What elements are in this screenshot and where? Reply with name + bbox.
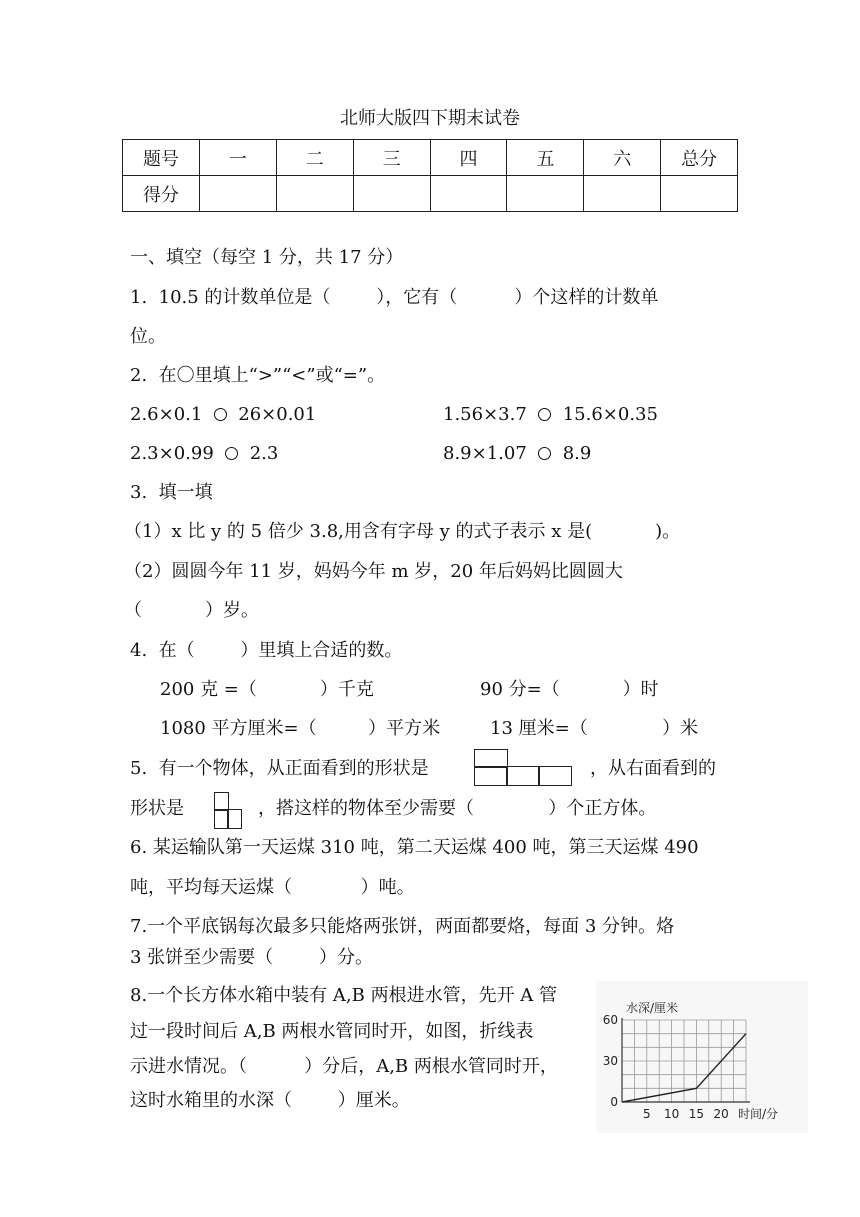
question-3-2: （2）圆圆今年 11 岁，妈妈今年 m 岁，20 年后妈妈比圆圆大 (124, 561, 623, 582)
front-view-icon (474, 749, 574, 787)
score-cell[interactable] (507, 176, 584, 212)
score-row (123, 176, 738, 212)
line-chart (596, 981, 808, 1133)
compare-left: 2.6×0.1 (130, 404, 203, 425)
y-tick-label: 60 (602, 1013, 618, 1027)
question-1-cont: 位。 (130, 326, 166, 347)
score-header-cell: 二 (276, 140, 353, 176)
exam-title: 北师大版四下期末试卷 (340, 108, 520, 129)
score-cell[interactable] (430, 176, 507, 212)
compare-left: 8.9×1.07 (443, 443, 527, 464)
question-5: 5. 有一个物体，从正面看到的形状是 (130, 758, 429, 779)
chart-ylabel: 水深/厘米 (626, 1001, 679, 1015)
question-1: 1. 10.5 的计数单位是（ ），它有（ ）个这样的计数单 (130, 287, 659, 308)
question-5-cont: 形状是 (130, 798, 184, 819)
question-5-tail: ，从右面看到的 (590, 758, 716, 779)
y-tick-label: 0 (610, 1095, 618, 1109)
x-tick-label: 20 (713, 1107, 729, 1121)
compare-right: 8.9 (562, 443, 592, 464)
circle-icon[interactable] (538, 447, 551, 460)
right-view-icon (214, 792, 244, 830)
score-cell[interactable] (661, 176, 738, 212)
score-header-cell: 六 (584, 140, 661, 176)
x-tick-label: 15 (688, 1107, 705, 1121)
score-table (122, 139, 738, 212)
question-4-d: 13 厘米=（ ）米 (490, 718, 699, 739)
x-tick-label: 5 (642, 1107, 651, 1121)
score-header-cell: 一 (199, 140, 276, 176)
score-header-cell: 总分 (661, 140, 738, 176)
question-6: 6. 某运输队第一天运煤 310 吨，第二天运煤 400 吨，第三天运煤 490 (130, 837, 699, 858)
score-cell[interactable] (199, 176, 276, 212)
compare-right: 26×0.01 (238, 404, 317, 425)
water-depth-chart (596, 981, 808, 1133)
compare-item (443, 403, 658, 427)
question-7: 7.一个平底锅每次最多只能烙两张饼，两面都要烙，每面 3 分钟。烙 (130, 916, 675, 937)
section-heading: 一、填空（每空 1 分，共 17 分） (130, 247, 404, 268)
compare-right: 15.6×0.35 (562, 404, 658, 425)
question-7-cont: 3 张饼至少需要（ ）分。 (130, 947, 373, 968)
compare-item (130, 403, 316, 427)
question-4-c: 1080 平方厘米=（ ）平方米 (160, 718, 441, 739)
question-4: 4. 在（ ）里填上合适的数。 (130, 640, 403, 661)
score-cell[interactable] (276, 176, 353, 212)
x-tick-label: 10 (663, 1107, 680, 1121)
question-3-1: （1）x 比 y 的 5 倍少 3.8,用含有字母 y 的式子表示 x 是( )。 (124, 521, 681, 542)
score-header-cell: 题号 (123, 140, 200, 176)
question-5-cont-tail: ，搭这样的物体至少需要（ ）个正方体。 (258, 798, 657, 819)
question-6-cont: 吨，平均每天运煤（ ）吨。 (130, 877, 415, 898)
compare-item (130, 442, 278, 466)
question-3-2-cont: （ ）岁。 (124, 600, 259, 621)
question-8: 8.一个长方体水箱中装有 A,B 两根进水管，先开 A 管 (130, 985, 558, 1006)
compare-item (443, 442, 591, 466)
question-4-b: 90 分=（ ）时 (480, 679, 659, 700)
question-2: 2. 在〇里填上“>”“<”或“=”。 (130, 365, 386, 386)
score-row-label: 得分 (123, 176, 200, 212)
question-4-a: 200 克 =（ ）千克 (160, 679, 374, 700)
circle-icon[interactable] (214, 408, 227, 421)
score-cell[interactable] (353, 176, 430, 212)
compare-right: 2.3 (249, 443, 279, 464)
y-tick-label: 30 (602, 1054, 618, 1068)
circle-icon[interactable] (225, 447, 238, 460)
compare-left: 1.56×3.7 (443, 404, 527, 425)
score-header-cell: 四 (430, 140, 507, 176)
chart-xlabel: 时间/分 (738, 1107, 779, 1121)
question-8-b: 过一段时间后 A,B 两根水管同时开，如图，折线表 (130, 1021, 534, 1042)
question-8-c: 示进水情况。（ ）分后，A,B 两根水管同时开， (130, 1056, 558, 1077)
question-3: 3. 填一填 (130, 482, 213, 503)
score-header-cell: 五 (507, 140, 584, 176)
score-header-cell: 三 (353, 140, 430, 176)
score-header-row (123, 140, 738, 176)
compare-left: 2.3×0.99 (130, 443, 214, 464)
score-cell[interactable] (584, 176, 661, 212)
question-8-d: 这时水箱里的水深（ ）厘米。 (130, 1090, 410, 1111)
circle-icon[interactable] (538, 408, 551, 421)
